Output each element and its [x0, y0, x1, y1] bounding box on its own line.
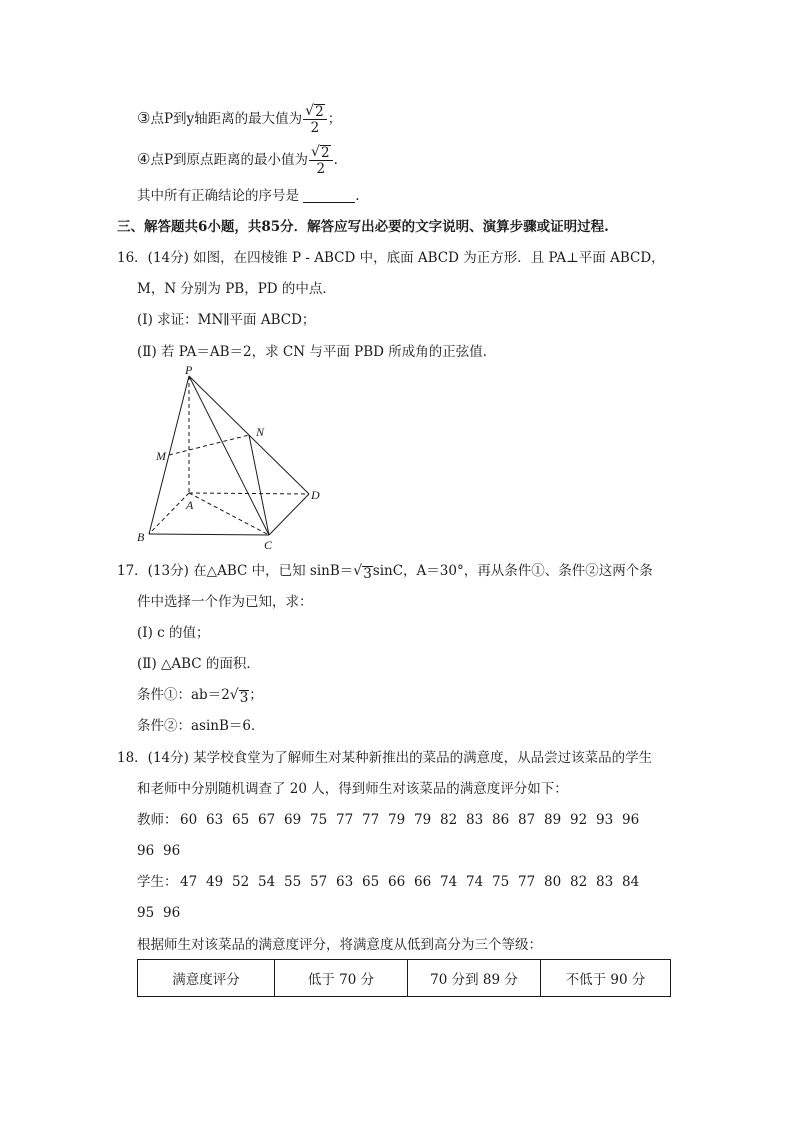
pyramid-figure: [130, 364, 330, 554]
statement-3: ③点P到y轴距离的最大值为 √ 2 2 ；: [137, 103, 342, 136]
label-N: N: [256, 425, 265, 439]
student-scores-row2: 95 96: [137, 905, 181, 921]
statement-4: ④点P到原点距离的最小值为 √ 2 2 .: [137, 144, 338, 177]
label-D: D: [311, 488, 320, 502]
table-row: [138, 960, 671, 997]
circled-marker: ③: [137, 109, 151, 127]
label-M: M: [156, 449, 166, 463]
teacher-scores-row2: 96 96: [137, 843, 181, 859]
sqrt-symbol: √ 2: [305, 103, 324, 120]
student-scores-row1: 学生： 47 49 52 54 55 57 63 65 66 66 74 74 75 77 80 82 83 84: [137, 874, 640, 890]
sqrt-symbol: √ 3: [353, 563, 372, 582]
label-C: C: [264, 538, 273, 552]
circled-marker: ④: [137, 150, 151, 168]
prompt-15: 其中所有正确结论的序号是 .: [137, 188, 360, 204]
q18-line1: 18．(14分) 某学校食堂为了解师生对某种新推出的菜品的满意度，从品尝过该菜品的学生: [117, 750, 653, 766]
sqrt-symbol: √ 3: [229, 687, 249, 706]
fraction: √ 2 2: [309, 144, 333, 177]
table-header-cell: 70 分到 89 分: [408, 960, 541, 997]
q16-part1: (Ⅰ) 求证：MN∥平面 ABCD；: [137, 312, 316, 328]
teacher-scores-row1: 教师： 60 63 65 67 69 75 77 77 79 79 82 83 86 87 89 92 93 96: [137, 812, 640, 828]
q17-condition1: 条件①：ab＝2 √ 3 ；: [137, 687, 263, 706]
sqrt-symbol: √ 2: [311, 144, 330, 161]
q16-line1: 16．(14分) 如图，在四棱锥 P - ABCD 中，底面 ABCD 为正方形．且 PA⊥平面 ABCD，: [117, 250, 665, 266]
q16-line2: M，N 分别为 PB，PD 的中点．: [137, 281, 336, 297]
statement-text: 点P到y轴距离的最大值为: [150, 111, 303, 127]
q18-line2: 和老师中分别随机调查了 20 人，得到师生对该菜品的满意度评分如下：: [137, 781, 568, 797]
table-header-cell: 不低于 90 分: [541, 960, 671, 997]
answer-blank[interactable]: [303, 190, 355, 203]
label-P: P: [185, 364, 193, 377]
q16-part2: (Ⅱ) 若 PA＝AB＝2，求 CN 与平面 PBD 所成角的正弦值．: [137, 344, 497, 360]
levels-intro: 根据师生对该菜品的满意度评分，将满意度从低到高分为三个等级：: [137, 937, 542, 953]
q17-part2: (Ⅱ) △ABC 的面积．: [137, 656, 260, 672]
label-B: B: [137, 530, 145, 544]
table-header-cell: 满意度评分: [138, 960, 275, 997]
table-header-cell: 低于 70 分: [275, 960, 408, 997]
section-heading: 三、解答题共6小题，共85分．解答应写出必要的文字说明、演算步骤或证明过程.: [117, 219, 609, 235]
q17-part1: (Ⅰ) c 的值；: [137, 625, 210, 641]
fraction: √ 2 2: [303, 103, 327, 136]
q17-line2: 件中选择一个作为已知，求：: [137, 594, 313, 610]
label-A: A: [186, 498, 194, 512]
satisfaction-table: [137, 959, 671, 997]
q17-line1: 17．(13分) 在△ABC 中，已知 sinB＝ √ 3 sinC，A＝30°，再从条件①、条件②这两个条: [117, 563, 653, 582]
statement-text: 点P到原点距离的最小值为: [150, 152, 309, 168]
q17-condition2: 条件②：asinB＝6．: [137, 718, 265, 734]
